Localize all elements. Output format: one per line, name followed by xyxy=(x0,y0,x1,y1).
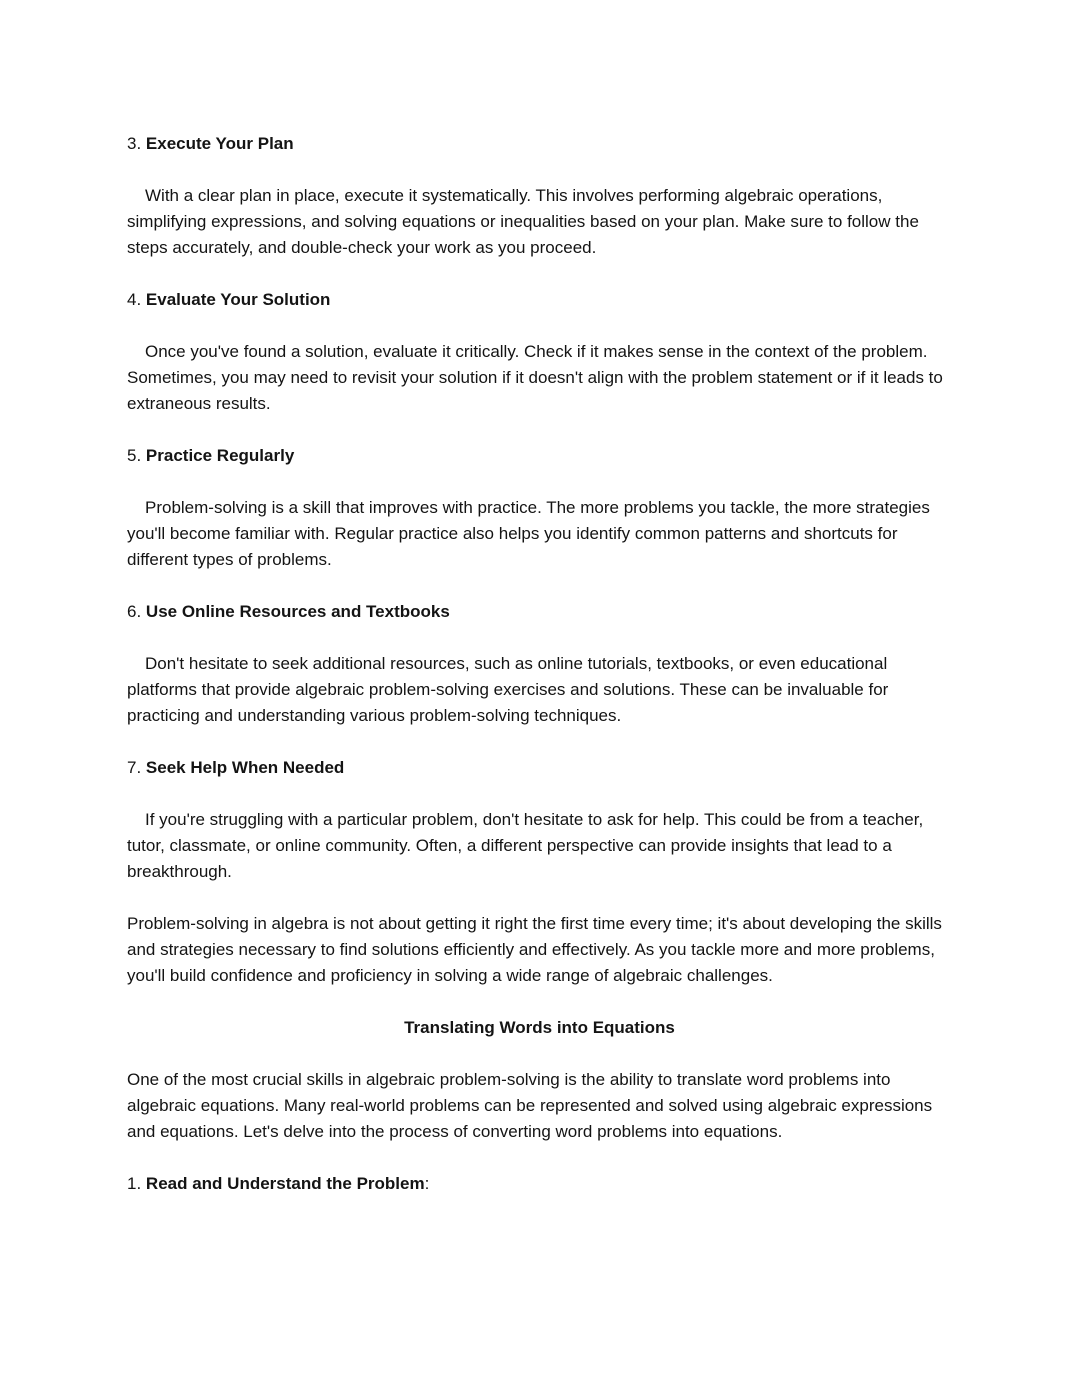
heading-title: Evaluate Your Solution xyxy=(145,290,331,309)
paragraph-translate-intro: One of the most crucial skills in algebraic problem-solving is the ability to translate word problems into algebraic equations. Many real-world problems can be represented and solved using algebraic expressions and equations. Let's delve into the process of converting word problems into equations. xyxy=(127,1070,933,1141)
paragraph-online-resources: Don't hesitate to seek additional resources, such as online tutorials, textbooks, or even educational platforms that provide algebraic problem-solving exercises and solutions. These can be invaluable for practicing and understanding various problem-solving techniques. xyxy=(127,654,889,725)
heading-title: Seek Help When Needed xyxy=(145,758,345,777)
heading-title: Practice Regularly xyxy=(145,446,295,465)
heading-title: Execute Your Plan xyxy=(145,134,294,153)
heading-title: Read and Understand the Problem xyxy=(145,1174,425,1193)
numbered-heading-evaluate-your-solution xyxy=(127,287,952,313)
heading-title: Translating Words into Equations xyxy=(404,1018,675,1037)
paragraph-problem-solving-summary: Problem-solving in algebra is not about getting it right the first time every time; it's about developing the skills and strategies necessary to find solutions efficiently and effectively. As you tackle more and more problems, you'll build confidence and proficiency in solving a wide range of algebraic challenges. xyxy=(127,914,942,985)
heading-number: 4. xyxy=(127,290,142,309)
heading-number: 5. xyxy=(127,446,142,465)
heading-number: 6. xyxy=(127,602,142,621)
numbered-heading-execute-your-plan xyxy=(127,131,952,157)
numbered-heading-read-and-understand xyxy=(127,1171,952,1197)
centered-heading-translating-words xyxy=(127,1015,952,1041)
heading-number: 3. xyxy=(127,134,142,153)
numbered-heading-seek-help xyxy=(127,755,952,781)
paragraph-seek-help: If you're struggling with a particular problem, don't hesitate to ask for help. This could be from a teacher, tutor, classmate, or online community. Often, a different perspective can provide insights that lead to a breakthrough. xyxy=(127,810,924,881)
numbered-heading-use-online-resources xyxy=(127,599,952,625)
numbered-heading-practice-regularly xyxy=(127,443,952,469)
paragraph-execute-plan: With a clear plan in place, execute it systematically. This involves performing algebraic operations, simplifying expressions, and solving equations or inequalities based on your plan. Make sure to follow the steps accurately, and double-check your work as you proceed. xyxy=(127,186,919,257)
heading-suffix: : xyxy=(424,1174,430,1193)
paragraph-practice-regularly: Problem-solving is a skill that improves with practice. The more problems you tackle, the more strategies you'll become familiar with. Regular practice also helps you identify common patterns and shortcuts for different types of problems. xyxy=(127,498,930,569)
paragraph-evaluate-solution: Once you've found a solution, evaluate it critically. Check if it makes sense in the context of the problem. Sometimes, you may need to revisit your solution if it doesn't align with the problem statement or if it leads to extraneous results. xyxy=(127,342,943,413)
heading-number: 1. xyxy=(127,1174,142,1193)
heading-number: 7. xyxy=(127,758,142,777)
heading-title: Use Online Resources and Textbooks xyxy=(145,602,450,621)
